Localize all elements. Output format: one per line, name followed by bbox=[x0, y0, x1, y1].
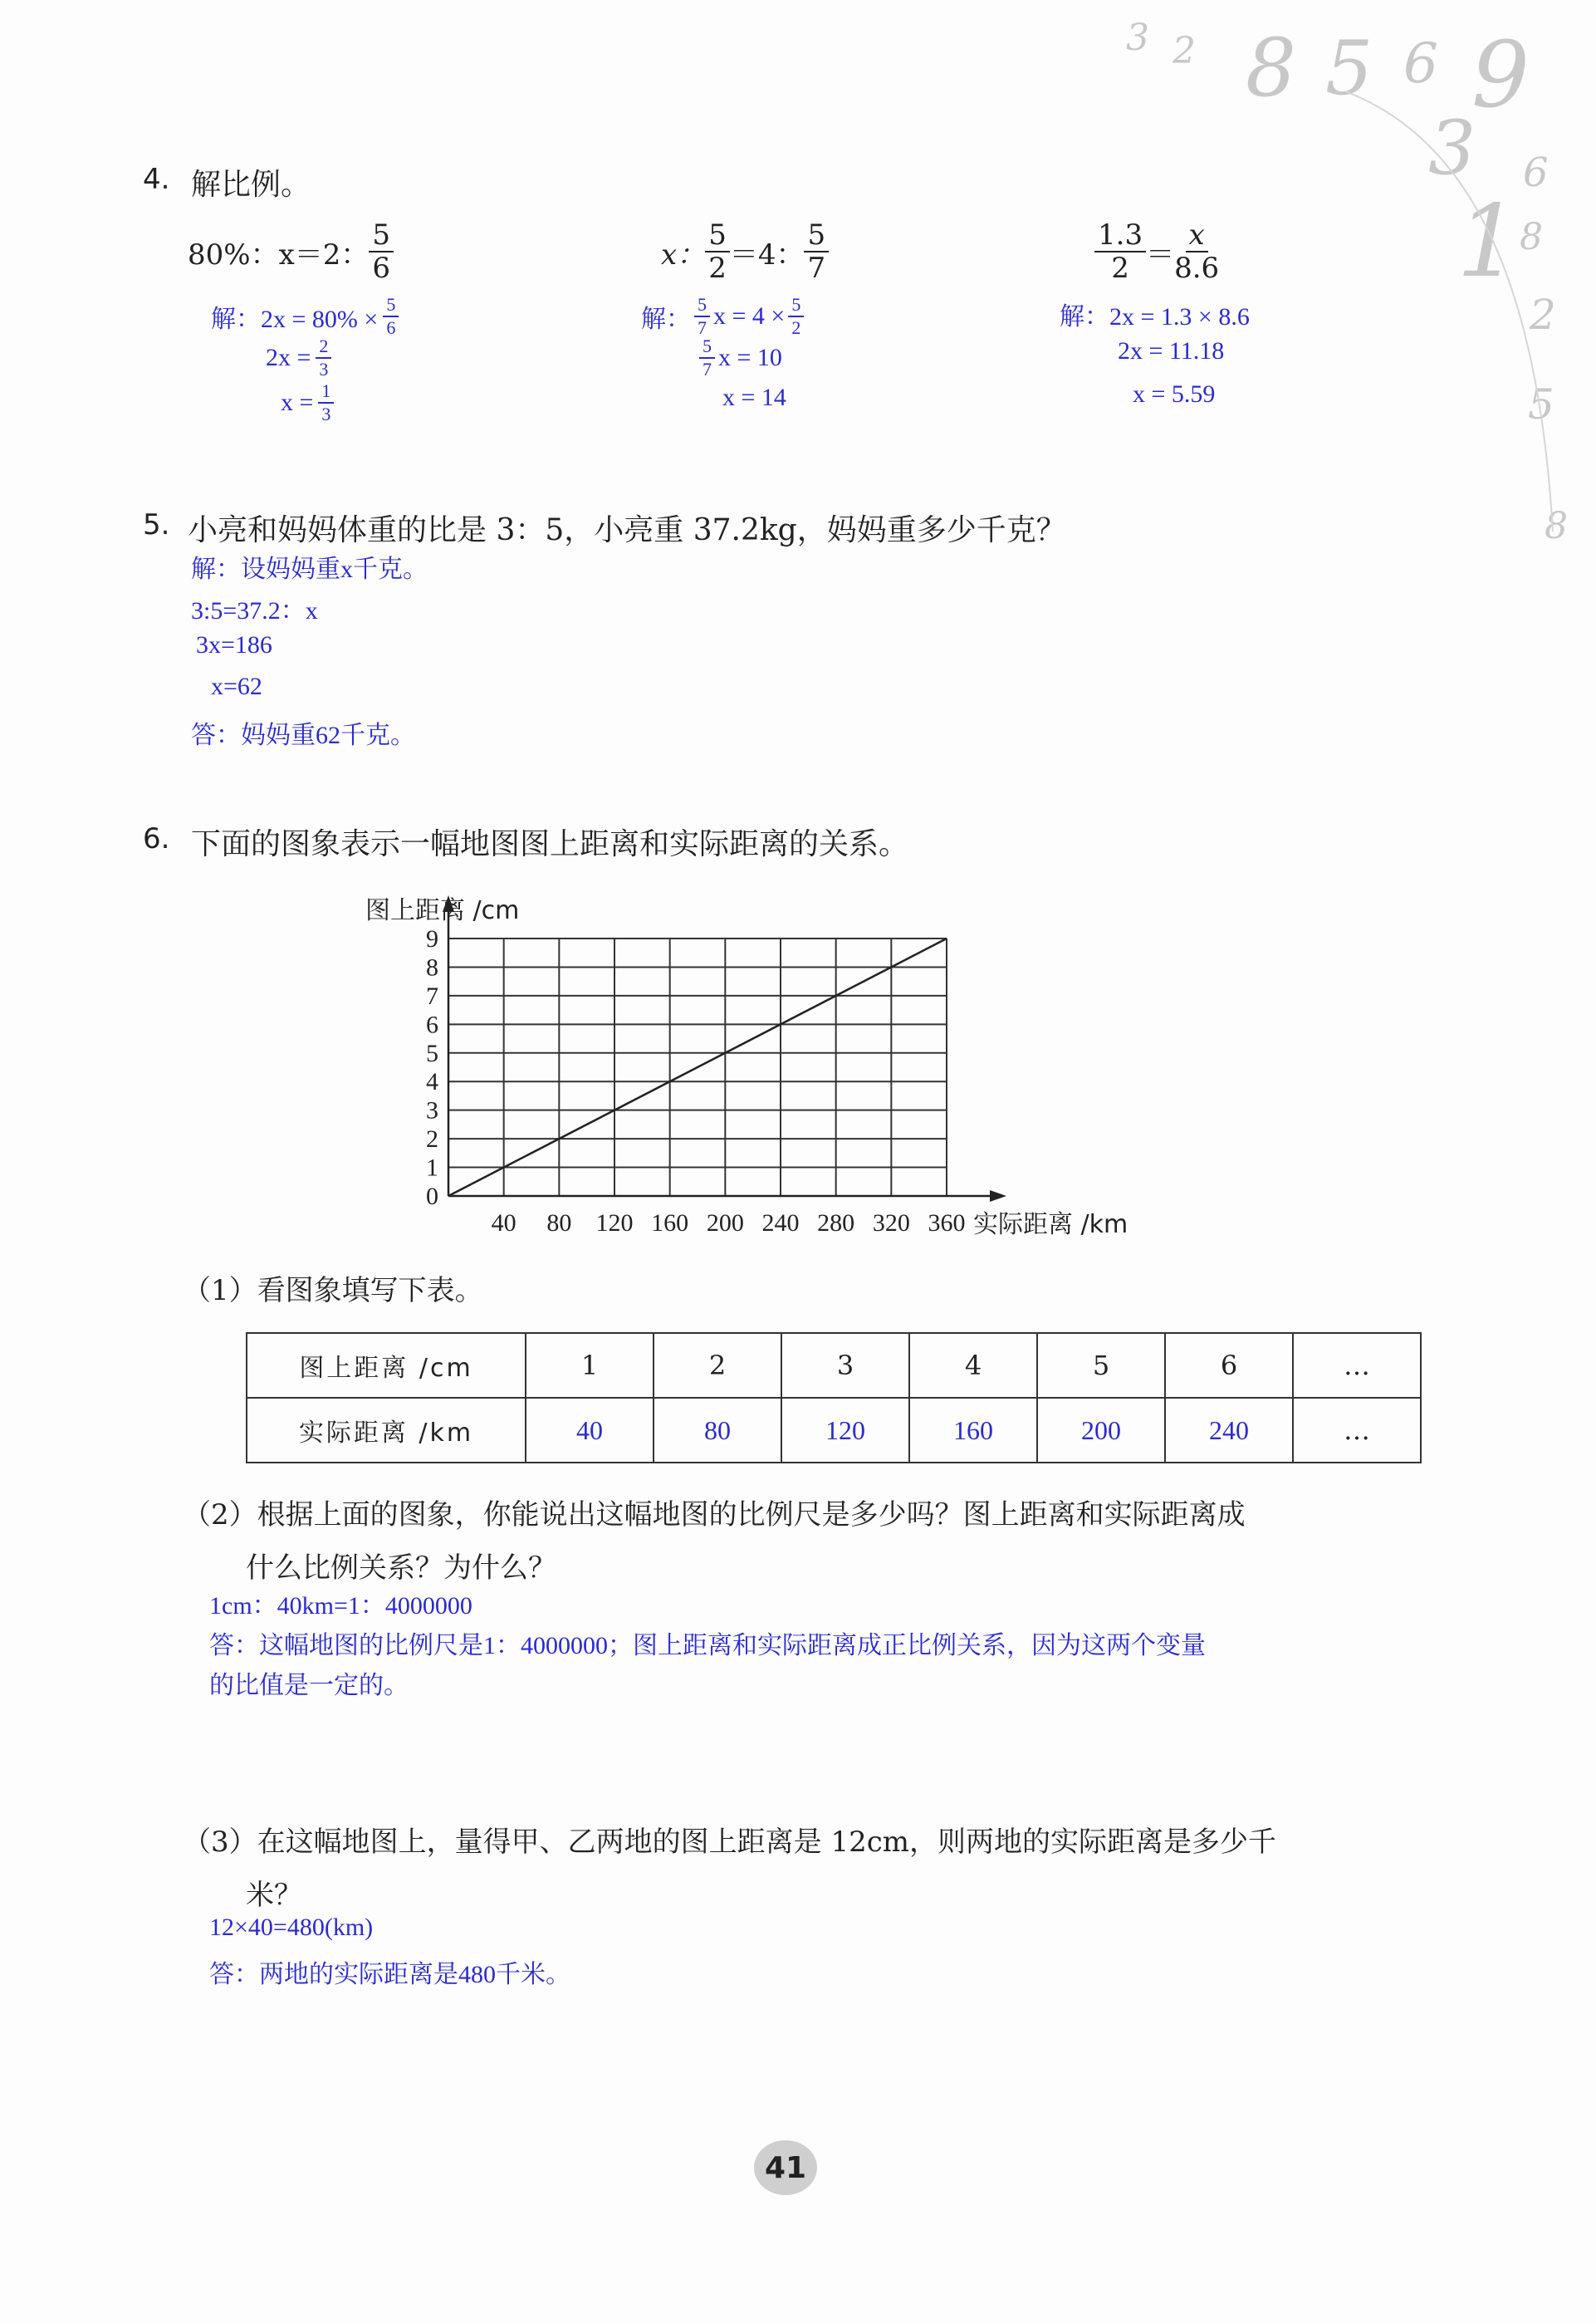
q4-a3-line-2: 2x = 11.18 bbox=[1118, 337, 1225, 365]
deco-digit: 8 bbox=[1520, 216, 1543, 258]
chart-series bbox=[448, 939, 947, 1196]
question-4-title: 解比例。 bbox=[191, 168, 311, 202]
table-cell: 2 bbox=[654, 1333, 781, 1398]
chart-x-ticks bbox=[492, 1209, 966, 1237]
y-tick-label: 8 bbox=[426, 953, 438, 982]
answer-text: 解： bbox=[641, 306, 691, 333]
q6-sub-2-answer: 1cm：40km=1：4000000 bbox=[209, 1592, 472, 1620]
x-tick-label: 280 bbox=[817, 1209, 855, 1237]
q6-sub-2-answer: 答：这幅地图的比例尺是1：4000000；图上距离和实际距离成正比例关系，因为这两个变量 bbox=[209, 1632, 1206, 1659]
denominator: 7 bbox=[698, 317, 707, 338]
deco-digit: 1 bbox=[1456, 184, 1520, 300]
question-6-text: 下面的图象表示一幅地图图上距离和实际距离的关系。 bbox=[191, 827, 909, 861]
answer-text: 2x = bbox=[266, 344, 311, 371]
answer-text: x = 4 × bbox=[713, 302, 786, 330]
denominator: 2 bbox=[791, 317, 801, 338]
y-tick-label: 2 bbox=[426, 1125, 438, 1154]
answer-fraction bbox=[699, 337, 715, 379]
denominator: 6 bbox=[386, 317, 396, 338]
denominator: 2 bbox=[708, 252, 727, 285]
q4-problem-2 bbox=[661, 218, 829, 285]
numerator: 5 bbox=[705, 221, 730, 252]
table-cell: 6 bbox=[1165, 1333, 1293, 1398]
y-tick-label: 4 bbox=[426, 1068, 438, 1096]
answer-text: x = bbox=[281, 389, 314, 416]
q4-p2-fraction-1 bbox=[705, 218, 730, 285]
x-tick-label: 240 bbox=[761, 1209, 800, 1237]
x-tick-label: 160 bbox=[651, 1209, 689, 1237]
table-cell: 3 bbox=[781, 1333, 909, 1398]
x-tick-label: 40 bbox=[491, 1209, 516, 1237]
q4-problem-3 bbox=[1094, 218, 1220, 285]
q5-answer-line: x=62 bbox=[211, 673, 262, 700]
answer-fraction bbox=[318, 382, 334, 424]
x-axis-arrow bbox=[990, 1190, 1006, 1202]
series-line bbox=[448, 939, 947, 1196]
table-cell: 80 bbox=[654, 1398, 781, 1463]
y-tick-label: 1 bbox=[426, 1154, 438, 1182]
q4-a2-line-3: x = 14 bbox=[722, 384, 786, 411]
q5-answer-line: 3x=186 bbox=[196, 631, 272, 659]
numerator: 1.3 bbox=[1094, 221, 1146, 252]
page-number: 41 bbox=[754, 2140, 817, 2195]
q4-p3-fraction-2 bbox=[1174, 218, 1220, 285]
distance-chart bbox=[349, 880, 1163, 1246]
y-tick-label: 9 bbox=[426, 925, 438, 953]
q6-table bbox=[246, 1332, 1422, 1463]
y-tick-label: 5 bbox=[426, 1039, 438, 1067]
table-header-cell: 实际距离 /km bbox=[247, 1398, 526, 1463]
deco-digit: 8 bbox=[1545, 505, 1568, 547]
q4-a3-line-1: 解：2x = 1.3 × 8.6 bbox=[1060, 303, 1250, 331]
answer-fraction bbox=[316, 337, 331, 379]
numerator: 1 bbox=[318, 382, 334, 404]
table-cell: 120 bbox=[781, 1398, 909, 1463]
answer-text: 解：2x = 80% × bbox=[211, 306, 379, 333]
chart-y-ticks bbox=[426, 925, 438, 1210]
table-cell: … bbox=[1293, 1398, 1421, 1463]
numerator: 2 bbox=[316, 337, 331, 359]
y-tick-label: 7 bbox=[426, 982, 438, 1010]
q5-answer-line: 答：妈妈重62千克。 bbox=[191, 722, 415, 749]
q4-p2-mid: ＝4： bbox=[729, 238, 805, 272]
question-5-text: 小亮和妈妈体重的比是 3：5，小亮重 37.2kg，妈妈重多少千克？ bbox=[188, 513, 1066, 547]
numerator: 5 bbox=[804, 221, 829, 252]
q6-sub-2-line-2: 什么比例关系？为什么？ bbox=[246, 1551, 556, 1585]
denominator: 8.6 bbox=[1174, 252, 1220, 285]
q6-sub-2-line-1: （2）根据上面的图象，你能说出这幅地图的比例尺是多少吗？图上距离和实际距离成 bbox=[183, 1498, 1246, 1532]
table-header-cell: 图上距离 /cm bbox=[247, 1333, 526, 1398]
decorative-curve bbox=[1329, 83, 1578, 548]
question-4-number: 4. bbox=[143, 163, 170, 196]
table-cell: … bbox=[1293, 1333, 1421, 1398]
q4-p1-fraction bbox=[369, 218, 394, 285]
y-tick-label: 6 bbox=[426, 1011, 438, 1039]
chart-y-label: 图上距离 /cm bbox=[365, 896, 520, 925]
table-cell: 5 bbox=[1037, 1333, 1165, 1398]
numerator: 5 bbox=[699, 337, 715, 359]
table-cell: 40 bbox=[526, 1398, 654, 1463]
q6-sub-2-answer: 的比值是一定的。 bbox=[209, 1672, 409, 1699]
numerator: 5 bbox=[788, 296, 804, 317]
x-tick-label: 120 bbox=[595, 1209, 634, 1237]
denominator: 3 bbox=[321, 404, 331, 424]
q4-a1-line-1 bbox=[211, 296, 399, 337]
numerator: 5 bbox=[369, 221, 394, 252]
denominator: 6 bbox=[372, 252, 391, 285]
x-tick-label: 200 bbox=[706, 1209, 744, 1237]
q4-a1-line-3 bbox=[281, 382, 334, 424]
q5-answer-line: 3:5=37.2：x bbox=[191, 597, 318, 625]
q4-problem-1 bbox=[188, 218, 394, 285]
deco-digit: 3 bbox=[1428, 105, 1476, 192]
deco-digit: 3 bbox=[1126, 17, 1149, 59]
q6-sub-3-answer: 答：两地的实际距离是480千米。 bbox=[209, 1961, 570, 1988]
q4-p3-fraction-1 bbox=[1094, 218, 1146, 285]
table-cell: 160 bbox=[909, 1398, 1037, 1463]
x-tick-label: 80 bbox=[546, 1209, 572, 1237]
q6-sub-3-line-1: （3）在这幅地图上，量得甲、乙两地的图上距离是 12cm，则两地的实际距离是多少千 bbox=[183, 1826, 1276, 1859]
deco-digit: 5 bbox=[1325, 25, 1373, 112]
x-tick-label: 320 bbox=[872, 1209, 910, 1237]
table-row bbox=[247, 1333, 1421, 1398]
deco-digit: 8 bbox=[1246, 22, 1297, 115]
question-6-number: 6. bbox=[143, 822, 170, 855]
denominator: 2 bbox=[1111, 252, 1129, 285]
answer-fraction bbox=[694, 296, 710, 337]
denominator: 7 bbox=[807, 252, 826, 285]
q4-p1-lhs: 80%：x＝2： bbox=[188, 238, 370, 272]
deco-digit: 2 bbox=[1530, 291, 1556, 339]
q5-answer-line: 解：设妈妈重x千克。 bbox=[191, 556, 428, 583]
chart-x-label: 实际距离 /km bbox=[973, 1210, 1128, 1239]
x-tick-label: 360 bbox=[928, 1209, 966, 1237]
numerator: 5 bbox=[383, 296, 399, 317]
q6-sub-3-line-2: 米？ bbox=[246, 1879, 302, 1912]
deco-digit: 2 bbox=[1173, 30, 1196, 72]
q4-p3-equals: ＝ bbox=[1146, 238, 1175, 272]
q4-a1-line-2 bbox=[266, 337, 331, 379]
q4-p2-x: x： bbox=[661, 238, 706, 272]
q4-a2-line-1 bbox=[641, 296, 804, 337]
deco-digit: 6 bbox=[1523, 149, 1549, 196]
q4-p2-fraction-2 bbox=[804, 218, 829, 285]
answer-text: x = 10 bbox=[718, 344, 782, 371]
numerator: x bbox=[1186, 221, 1208, 252]
answer-fraction bbox=[788, 296, 804, 337]
denominator: 7 bbox=[703, 359, 712, 380]
table-cell: 200 bbox=[1037, 1398, 1165, 1463]
question-5-number: 5. bbox=[143, 508, 170, 542]
numerator: 5 bbox=[694, 296, 710, 317]
answer-fraction bbox=[383, 296, 399, 337]
table-cell: 4 bbox=[909, 1333, 1037, 1398]
q6-sub-1: （1）看图象填写下表。 bbox=[183, 1274, 483, 1307]
deco-digit: 9 bbox=[1471, 22, 1530, 128]
table-row bbox=[247, 1398, 1421, 1463]
y-tick-label: 3 bbox=[426, 1096, 438, 1125]
deco-digit: 6 bbox=[1403, 32, 1438, 96]
table-cell: 240 bbox=[1165, 1398, 1293, 1463]
q4-a2-line-2 bbox=[699, 337, 782, 379]
denominator: 3 bbox=[319, 359, 329, 380]
table-cell: 1 bbox=[526, 1333, 654, 1398]
deco-digit: 5 bbox=[1528, 380, 1554, 429]
q4-a3-line-3: x = 5.59 bbox=[1133, 380, 1216, 408]
q6-sub-3-answer: 12×40=480(km) bbox=[209, 1914, 374, 1941]
y-tick-label: 0 bbox=[426, 1183, 438, 1210]
